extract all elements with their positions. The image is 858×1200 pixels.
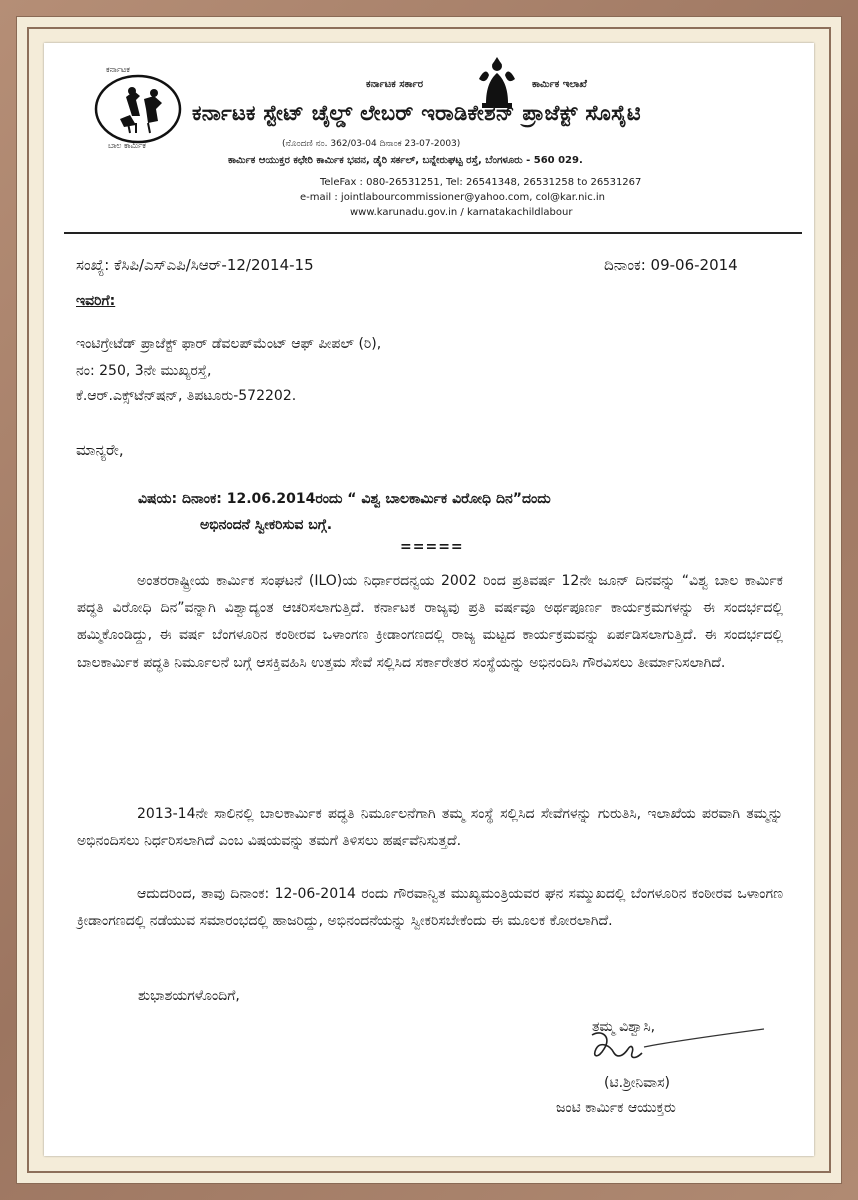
subject-block (138, 486, 551, 538)
organization-name: ಕರ್ನಾಟಕ ಸ್ಟೇಟ್ ಚೈಲ್ಡ್ ಲೇಬರ್ ಇರಾಡಿಕೇಶನ್ ಪ್ರಾಜೆಕ್ಟ್ ಸೊಸೈಟಿ (192, 101, 641, 125)
handwritten-signature (584, 1025, 774, 1073)
department-label: ಕಾರ್ಮಿಕ ಇಲಾಖೆ (532, 79, 587, 90)
logo-caption-bottom: ಬಾಲ ಕಾರ್ಮಿಕ (108, 141, 146, 150)
subject-line-2: ಅಭಿನಂದನೆ ಸ್ವೀಕರಿಸುವ ಬಗ್ಗೆ. (200, 517, 333, 533)
signatory-title: ಜಂಟಿ ಕಾರ್ಮಿಕ ಆಯುಕ್ತರು (556, 1100, 676, 1116)
letterhead-divider (64, 232, 802, 234)
reference-number: ಸಂಖ್ಯೆ: ಕೆಸಿಪಿ/ಎಸ್‌ಎಪಿ/ಸಿಆರ್‌-12/2014-15 (76, 256, 314, 274)
letterhead-address: ಕಾರ್ಮಿಕ ಆಯುಕ್ತರ ಕಛೇರಿ ಕಾರ್ಮಿಕ ಭವನ, ಡೈರಿ ಸರ್ಕಲ್, ಬನ್ನೇರುಘಟ್ಟ ರಸ್ತೆ, ಬೆಂಗಳೂರು - 560 029. (228, 155, 583, 166)
subject-line-1: ವಿಷಯ: ದಿನಾಂಕ: 12.06.2014ರಂದು “ ವಿಶ್ವ ಬಾಲಕಾರ್ಮಿಕ ವಿರೋಧಿ ದಿನ”ದಂದು (138, 491, 551, 507)
yours-faithfully: ತಮ್ಮ ವಿಶ್ವಾಸಿ, (592, 1019, 656, 1035)
letter-date: ದಿನಾಂಕ: 09-06-2014 (604, 256, 738, 274)
recipient-line-3: ಕೆ.ಆರ್.ಎಕ್ಸ್‌ಟೆನ್‌ಷನ್, ತಿಪಟೂರು-572202. (76, 388, 297, 404)
recipient-line-1: ಇಂಟಿಗ್ರೇಟೆಡ್ ಪ್ರಾಜೆಕ್ಟ್ ಫಾರ್ ಡೆವಲಪ್‌ಮೆಂಟ್ ಆಫ್ ಪೀಪಲ್ (ರಿ), (76, 336, 382, 352)
registration-number: (ನೊಂದಣಿ ನಂ. 362/03-04 ದಿನಾಂಕ 23-07-2003) (282, 139, 461, 149)
email-addresses: e-mail : jointlabourcommissioner@yahoo.com, col@kar.nic.in (300, 192, 605, 203)
govt-label: ಕರ್ನಾಟಕ ಸರ್ಕಾರ (366, 79, 424, 90)
body-paragraph-2: 2013-14ನೇ ಸಾಲಿನಲ್ಲಿ ಬಾಲಕಾರ್ಮಿಕ ಪದ್ಧತಿ ನಿರ್ಮೂಲನೆಗಾಗಿ ತಮ್ಮ ಸಂಸ್ಥೆ ಸಲ್ಲಿಸಿದ ಸೇವೆಗಳನ್ನು ಗುರುತಿಸಿ, ಇಲಾಖೆಯ ಪರವಾಗಿ ತಮ್ಮನ್ನು ಅಭಿನಂದಿಸಲು ನಿರ್ಧರಿಸಲಾಗಿದೆ ಎಂಬ ವಿಷಯವನ್ನು ತಮಗೆ ತಿಳಿಸಲು ಹರ್ಷವೆನಿಸುತ್ತದೆ. (77, 806, 783, 850)
subject-separator: ===== (400, 539, 464, 555)
body-paragraph-1: ಅಂತರರಾಷ್ಟ್ರೀಯ ಕಾರ್ಮಿಕ ಸಂಘಟನೆ (ILO)ಯ ನಿರ್ಧಾರದನ್ವಯ 2002 ರಿಂದ ಪ್ರತಿವರ್ಷ 12ನೇ ಜೂನ್ ದಿನವನ್ನು “ವಿಶ್ವ ಬಾಲ ಕಾರ್ಮಿಕ ಪದ್ಧತಿ ವಿರೋಧಿ ದಿನ”ವನ್ನಾಗಿ ವಿಶ್ವಾದ್ಯಂತ ಆಚರಿಸಲಾಗುತ್ತಿದೆ. ಕರ್ನಾಟಕ ರಾಜ್ಯವು ಪ್ರತಿ ವರ್ಷವೂ ಅರ್ಥಪೂರ್ಣ ಕಾರ್ಯಕ್ರಮಗಳನ್ನು ಈ ಸಂದರ್ಭದಲ್ಲಿ ಹಮ್ಮಿಕೊಂಡಿದ್ದು, ಈ ವರ್ಷ ಬೆಂಗಳೂರಿನ ಕಂಠೀರವ ಒಳಾಂಗಣ ಕ್ರೀಡಾಂಗಣದಲ್ಲಿ ರಾಜ್ಯ ಮಟ್ಟದ ಕಾರ್ಯಕ್ರಮವನ್ನು ಏರ್ಪಡಿಸಲಾಗುತ್ತಿದೆ. ಈ ಸಂದರ್ಭದಲ್ಲಿ ಬಾಲಕಾರ್ಮಿಕ ಪದ್ಧತಿ ನಿರ್ಮೂಲನೆ ಬಗ್ಗೆ ಆಸಕ್ತಿವಹಿಸಿ ಉತ್ತಮ ಸೇವೆ ಸಲ್ಲಿಸಿದ ಸರ್ಕಾರೇತರ ಸಂಸ್ಥೆಯನ್ನು ಅಭಿನಂದಿಸಿ ಗೌರವಿಸಲು ತೀರ್ಮಾನಿಸಲಾಗಿದೆ. (77, 573, 783, 671)
recipient-line-2: ನಂ: 250, 3ನೇ ಮುಖ್ಯರಸ್ತೆ, (76, 363, 212, 379)
telefax: TeleFax : 080-26531251, Tel: 26541348, 26531258 to 26531267 (320, 177, 642, 188)
website: www.karunadu.gov.in / karnatakachildlabour (350, 207, 573, 218)
salutation: ಮಾನ್ಯರೇ, (76, 441, 124, 459)
signatory-name: (ಟಿ.ಶ್ರೀನಿವಾಸ) (604, 1075, 670, 1091)
to-label: ಇವರಿಗೆ: (76, 293, 116, 309)
letter-page (44, 43, 814, 1156)
closing-greeting: ಶುಭಾಶಯಗಳೊಂದಿಗೆ, (138, 988, 240, 1004)
logo-caption-top: ಕರ್ನಾಟಕ (106, 65, 130, 74)
body-paragraph-3: ಆದುದರಿಂದ, ತಾವು ದಿನಾಂಕ: 12-06-2014 ರಂದು ಗೌರವಾನ್ವಿತ ಮುಖ್ಯಮಂತ್ರಿಯವರ ಘನ ಸಮ್ಮುಖದಲ್ಲಿ ಬೆಂಗಳೂರಿನ ಕಂಠೀರವ ಒಳಾಂಗಣ ಕ್ರೀಡಾಂಗಣದಲ್ಲಿ ನಡೆಯುವ ಸಮಾರಂಭದಲ್ಲಿ ಹಾಜರಿದ್ದು, ಅಭಿನಂದನೆಯನ್ನು ಸ್ವೀಕರಿಸಬೇಕೆಂದು ಈ ಮೂಲಕ ಕೋರಲಾಗಿದೆ. (77, 886, 783, 930)
